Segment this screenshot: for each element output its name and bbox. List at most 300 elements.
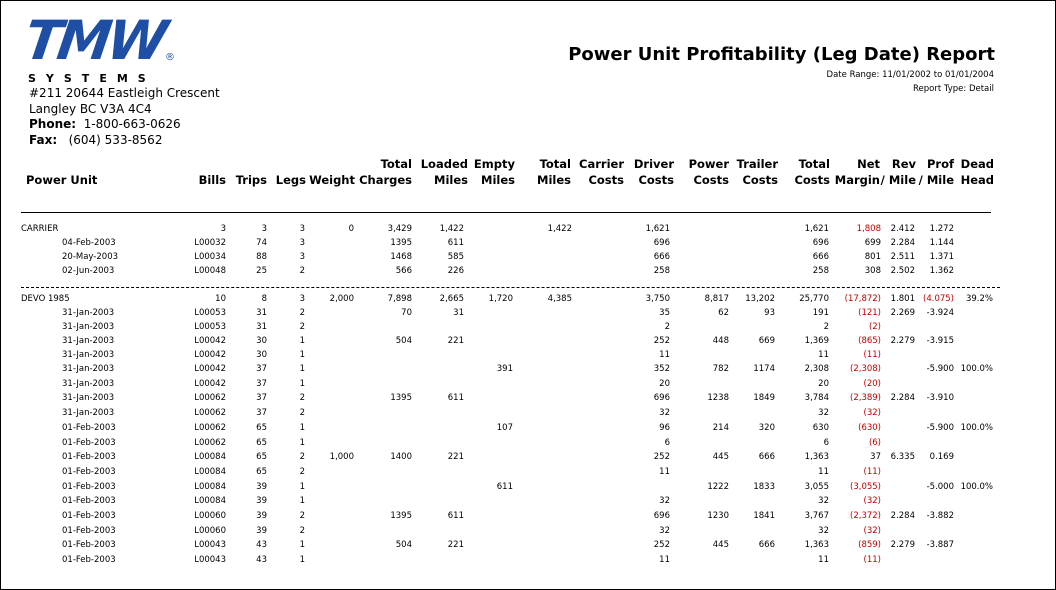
cell-prof: (4.075) (923, 294, 954, 304)
cell-legs: 1 (299, 364, 305, 374)
cell-rev: 2.502 (890, 266, 915, 276)
cell-tcosts: 3,767 (804, 511, 829, 521)
column-header-rev-mile (881, 156, 916, 188)
column-header-line: Power Unit (26, 173, 98, 187)
column-header-line: Total (380, 157, 412, 171)
cell-legs: 3 (299, 238, 305, 248)
table-row (0, 421, 1056, 435)
cell-margin: 308 (864, 266, 881, 276)
cell-prof: -5.900 (926, 364, 954, 374)
table-row (0, 320, 1056, 334)
cell-margin: (2,308) (850, 364, 881, 374)
cell-driver: 252 (653, 540, 670, 550)
cell-unit: DEVO 1985 (21, 294, 70, 304)
cell-trips: 30 (256, 350, 267, 360)
cell-bills: L00043 (194, 555, 226, 565)
column-header-trailer-costs (737, 156, 778, 188)
cell-tcosts: 25,770 (799, 294, 829, 304)
cell-margin: (17,872) (844, 294, 881, 304)
column-header-line: Head (960, 173, 994, 187)
column-header-line: Rev (891, 157, 916, 171)
column-header-line (276, 156, 306, 172)
cell-margin: (121) (858, 308, 881, 318)
column-header-net-margin (835, 156, 880, 188)
cell-trips: 31 (256, 322, 267, 332)
cell-margin: (11) (863, 555, 881, 565)
cell-prof: -5.000 (926, 482, 954, 492)
column-header-legs (276, 156, 306, 188)
table-row (0, 334, 1056, 348)
cell-unit: 31-Jan-2003 (62, 379, 115, 389)
cell-charges: 3,429 (387, 224, 412, 234)
cell-tcosts: 191 (812, 308, 829, 318)
cell-loaded: 1,422 (439, 224, 464, 234)
cell-driver: 3,750 (645, 294, 670, 304)
column-header-line: Bills (198, 173, 226, 187)
date-range: Date Range: 11/01/2002 to 01/01/2004 (826, 70, 994, 80)
cell-charges: 504 (395, 540, 412, 550)
cell-tcosts: 2 (823, 322, 829, 332)
cell-rev: 6.335 (890, 452, 915, 462)
cell-bills: L00042 (194, 336, 226, 346)
cell-legs: 2 (299, 452, 305, 462)
cell-unit: 31-Jan-2003 (62, 393, 115, 403)
cell-trips: 88 (256, 252, 267, 262)
cell-bills: L00042 (194, 364, 226, 374)
cell-driver: 2 (664, 322, 670, 332)
table-row (0, 236, 1056, 250)
cell-margin: 801 (864, 252, 881, 262)
cell-margin: 1,808 (856, 224, 881, 234)
column-header-line: Costs (588, 173, 624, 187)
column-header-total-miles (537, 156, 571, 188)
cell-legs: 2 (299, 393, 305, 403)
cell-legs: 2 (299, 526, 305, 536)
cell-tcosts: 666 (812, 252, 829, 262)
phone-line (29, 117, 220, 133)
cell-dead: 100.0% (960, 423, 993, 433)
cell-charges: 1400 (390, 452, 412, 462)
column-header-line: Power (688, 157, 729, 171)
cell-prof: -3.887 (926, 540, 954, 550)
cell-trailer: 13,202 (745, 294, 775, 304)
cell-tcosts: 3,784 (804, 393, 829, 403)
cell-trips: 31 (256, 308, 267, 318)
cell-unit: 01-Feb-2003 (62, 423, 116, 433)
table-row (0, 450, 1056, 464)
cell-trips: 65 (256, 438, 267, 448)
cell-driver: 11 (659, 467, 670, 477)
cell-tcosts: 1,369 (804, 336, 829, 346)
cell-trips: 37 (256, 408, 267, 418)
cell-driver: 32 (659, 526, 670, 536)
phone-label: Phone: (29, 117, 77, 131)
cell-charges: 7,898 (387, 294, 412, 304)
table-row (0, 494, 1056, 508)
company-address (29, 86, 220, 148)
cell-loaded: 611 (447, 238, 464, 248)
cell-driver: 20 (659, 379, 670, 389)
cell-driver: 252 (653, 452, 670, 462)
cell-driver: 11 (659, 350, 670, 360)
cell-charges: 1468 (390, 252, 412, 262)
cell-legs: 1 (299, 379, 305, 389)
cell-trips: 65 (256, 467, 267, 477)
cell-bills: L00084 (194, 452, 226, 462)
cell-driver: 6 (664, 438, 670, 448)
cell-margin: (6) (868, 438, 881, 448)
report-type: Report Type: Detail (912, 84, 994, 94)
column-header-line (199, 156, 226, 172)
cell-unit: 31-Jan-2003 (62, 336, 115, 346)
table-row (0, 553, 1056, 567)
table-row (0, 509, 1056, 523)
column-header-line (26, 156, 97, 172)
table-row (0, 362, 1056, 376)
cell-prof: -3.915 (926, 336, 954, 346)
cell-legs: 1 (299, 540, 305, 550)
cell-margin: (32) (863, 496, 881, 506)
cell-legs: 2 (299, 511, 305, 521)
table-row (0, 391, 1056, 405)
cell-weight: 1,000 (329, 452, 354, 462)
column-header-line: Charges (359, 173, 412, 187)
cell-weight: 2,000 (329, 294, 354, 304)
cell-dead: 39.2% (965, 294, 993, 304)
cell-unit: 01-Feb-2003 (62, 555, 116, 565)
cell-rev: 2.284 (890, 511, 915, 521)
column-header-line: Legs (275, 173, 306, 187)
cell-legs: 1 (299, 482, 305, 492)
table-row (0, 264, 1056, 278)
cell-trailer: 1833 (753, 482, 775, 492)
cell-driver: 11 (659, 555, 670, 565)
column-header-line: Empty (473, 157, 515, 171)
cell-unit: 01-Feb-2003 (62, 496, 116, 506)
cell-trips: 39 (256, 496, 267, 506)
table-row (0, 306, 1056, 320)
cell-weight: 0 (348, 224, 354, 234)
cell-margin: 37 (870, 452, 881, 462)
cell-legs: 1 (299, 423, 305, 433)
logo-subtext: SYSTEMS (28, 72, 156, 85)
cell-loaded: 31 (453, 308, 464, 318)
cell-driver: 32 (659, 408, 670, 418)
column-header-line: Loaded (420, 157, 468, 171)
cell-tcosts: 20 (818, 379, 829, 389)
cell-bills: L00053 (194, 322, 226, 332)
cell-margin: 699 (864, 238, 881, 248)
phone-value: 1-800-663-0626 (83, 117, 181, 131)
fax-label: Fax: (29, 132, 58, 147)
cell-margin: (865) (858, 336, 881, 346)
cell-margin: (2,372) (850, 511, 881, 521)
cell-tcosts: 32 (818, 496, 829, 506)
column-header-line: Carrier (579, 157, 624, 171)
cell-legs: 1 (299, 438, 305, 448)
table-row (0, 348, 1056, 362)
cell-legs: 2 (299, 266, 305, 276)
cell-tcosts: 3,055 (804, 482, 829, 492)
cell-bills: L00060 (194, 511, 226, 521)
address-line-1: #211 20644 Eastleigh Crescent (29, 86, 220, 100)
cell-trailer: 1174 (753, 364, 775, 374)
cell-driver: 32 (659, 496, 670, 506)
column-header-line: Margin (834, 173, 880, 187)
column-header-line: Trips (235, 173, 267, 187)
cell-unit: 01-Feb-2003 (62, 540, 116, 550)
cell-prof: -3.924 (926, 308, 954, 318)
cell-empty: 611 (496, 482, 513, 492)
cell-bills: L00084 (194, 482, 226, 492)
cell-bills: L00034 (194, 252, 226, 262)
cell-power: 1230 (707, 511, 729, 521)
cell-driver: 352 (653, 364, 670, 374)
cell-trips: 8 (261, 294, 267, 304)
logo-wordmark: TMW (20, 9, 168, 72)
cell-legs: 2 (299, 467, 305, 477)
cell-tcosts: 32 (818, 408, 829, 418)
cell-tcosts: 696 (812, 238, 829, 248)
column-header-line (236, 156, 267, 172)
cell-power: 782 (712, 364, 729, 374)
cell-bills: L00048 (194, 266, 226, 276)
cell-legs: 3 (299, 224, 305, 234)
table-row (0, 406, 1056, 420)
summary-row (0, 222, 1056, 236)
cell-tcosts: 2,308 (804, 364, 829, 374)
cell-trips: 39 (256, 482, 267, 492)
cell-trips: 65 (256, 423, 267, 433)
cell-bills: L00053 (194, 308, 226, 318)
cell-bills: L00042 (194, 350, 226, 360)
cell-legs: 3 (299, 252, 305, 262)
cell-bills: L00043 (194, 540, 226, 550)
cell-trips: 39 (256, 511, 267, 521)
cell-tmiles: 4,385 (547, 294, 572, 304)
cell-trailer: 666 (758, 452, 775, 462)
cell-unit: 01-Feb-2003 (62, 438, 116, 448)
cell-unit: 20-May-2003 (62, 252, 119, 262)
cell-tcosts: 630 (812, 423, 829, 433)
column-header-line: Miles (481, 173, 515, 187)
cell-prof: -3.910 (926, 393, 954, 403)
column-header-line: Costs (794, 173, 830, 187)
column-header-driver-costs (634, 156, 674, 188)
column-header-line: Costs (693, 173, 729, 187)
column-header-dead-head (961, 156, 994, 188)
column-header-bills (199, 156, 226, 188)
cell-rev: 1.801 (890, 294, 915, 304)
cell-loaded: 221 (447, 452, 464, 462)
fax-value: (604) 533-8562 (68, 132, 163, 147)
cell-legs: 2 (299, 408, 305, 418)
cell-bills: L00060 (194, 526, 226, 536)
column-header-line: Driver (633, 157, 674, 171)
cell-legs: 1 (299, 555, 305, 565)
cell-legs: 1 (299, 496, 305, 506)
column-header-total-charges (359, 156, 412, 188)
cell-tcosts: 11 (818, 350, 829, 360)
column-header-trips (236, 156, 267, 188)
cell-legs: 1 (299, 350, 305, 360)
column-header-line: / Mile (880, 173, 916, 187)
cell-trips: 37 (256, 379, 267, 389)
cell-power: 1222 (707, 482, 729, 492)
table-row (0, 524, 1056, 538)
cell-dead: 100.0% (960, 364, 993, 374)
cell-unit: 01-Feb-2003 (62, 511, 116, 521)
cell-margin: (11) (863, 467, 881, 477)
column-header-line: Costs (638, 173, 674, 187)
cell-bills: 3 (220, 224, 226, 234)
cell-driver: 258 (653, 266, 670, 276)
column-header-prof-mile (919, 156, 954, 188)
cell-rev: 2.412 (890, 224, 915, 234)
column-header-line: Prof (926, 157, 954, 171)
cell-bills: L00084 (194, 467, 226, 477)
cell-trips: 25 (256, 266, 267, 276)
cell-loaded: 585 (447, 252, 464, 262)
cell-tcosts: 11 (818, 555, 829, 565)
cell-tcosts: 1,363 (804, 452, 829, 462)
cell-margin: (859) (858, 540, 881, 550)
cell-driver: 1,621 (645, 224, 670, 234)
report-title: Power Unit Profitability (Leg Date) Report (568, 44, 995, 65)
cell-trailer: 1849 (753, 393, 775, 403)
cell-margin: (2) (868, 322, 881, 332)
cell-empty: 1,720 (488, 294, 513, 304)
cell-charges: 566 (395, 266, 412, 276)
cell-charges: 1395 (390, 393, 412, 403)
cell-legs: 2 (299, 308, 305, 318)
table-row (0, 480, 1056, 494)
company-logo (20, 9, 175, 86)
cell-trips: 37 (256, 393, 267, 403)
address-line-2: Langley BC V3A 4C4 (29, 101, 152, 116)
cell-tmiles: 1,422 (547, 224, 572, 234)
group-divider (21, 287, 1000, 288)
cell-empty: 107 (496, 423, 513, 433)
cell-tcosts: 11 (818, 467, 829, 477)
cell-charges: 504 (395, 336, 412, 346)
cell-trailer: 93 (764, 308, 775, 318)
cell-bills: 10 (215, 294, 226, 304)
cell-legs: 1 (299, 336, 305, 346)
column-header-line: Costs (742, 173, 778, 187)
cell-bills: L00032 (194, 238, 226, 248)
cell-unit: 01-Feb-2003 (62, 467, 116, 477)
cell-driver: 696 (653, 393, 670, 403)
cell-trips: 43 (256, 555, 267, 565)
cell-power: 62 (718, 308, 729, 318)
cell-empty: 391 (496, 364, 513, 374)
cell-power: 1238 (707, 393, 729, 403)
cell-charges: 70 (401, 308, 412, 318)
cell-dead: 100.0% (960, 482, 993, 492)
cell-loaded: 226 (447, 266, 464, 276)
cell-power: 214 (712, 423, 729, 433)
cell-margin: (32) (863, 526, 881, 536)
cell-unit: 01-Feb-2003 (62, 526, 116, 536)
cell-loaded: 221 (447, 336, 464, 346)
cell-prof: 1.371 (929, 252, 954, 262)
cell-trips: 74 (256, 238, 267, 248)
cell-trailer: 320 (758, 423, 775, 433)
cell-tcosts: 6 (823, 438, 829, 448)
table-row (0, 250, 1056, 264)
cell-unit: 31-Jan-2003 (62, 364, 115, 374)
cell-unit: 31-Jan-2003 (62, 308, 115, 318)
cell-rev: 2.279 (890, 540, 915, 550)
cell-driver: 35 (659, 308, 670, 318)
cell-unit: 31-Jan-2003 (62, 350, 115, 360)
column-header-line (309, 156, 355, 172)
cell-rev: 2.279 (890, 336, 915, 346)
cell-unit: 01-Feb-2003 (62, 482, 116, 492)
column-header-carrier-costs (579, 156, 624, 188)
cell-power: 8,817 (704, 294, 729, 304)
cell-rev: 2.511 (890, 252, 915, 262)
cell-tcosts: 258 (812, 266, 829, 276)
column-header-power-costs (689, 156, 729, 188)
header-divider (21, 212, 991, 213)
column-header-line: / Mile (918, 173, 954, 187)
cell-loaded: 2,665 (439, 294, 464, 304)
cell-bills: L00062 (194, 393, 226, 403)
cell-charges: 1395 (390, 511, 412, 521)
cell-tcosts: 1,621 (804, 224, 829, 234)
cell-unit: CARRIER (21, 224, 59, 234)
cell-driver: 696 (653, 511, 670, 521)
cell-prof: 1.362 (929, 266, 954, 276)
registered-mark: ® (165, 52, 175, 63)
cell-margin: (630) (858, 423, 881, 433)
cell-loaded: 221 (447, 540, 464, 550)
table-row (0, 377, 1056, 391)
cell-driver: 696 (653, 238, 670, 248)
cell-tcosts: 32 (818, 526, 829, 536)
cell-prof: 1.144 (929, 238, 954, 248)
cell-trailer: 666 (758, 540, 775, 550)
cell-bills: L00062 (194, 423, 226, 433)
cell-trips: 43 (256, 540, 267, 550)
cell-margin: (2,389) (850, 393, 881, 403)
cell-rev: 2.284 (890, 393, 915, 403)
column-header-line: Weight (309, 173, 355, 187)
cell-legs: 3 (299, 294, 305, 304)
column-header-weight (309, 156, 355, 188)
column-header-line: Total (798, 157, 830, 171)
cell-charges: 1395 (390, 238, 412, 248)
cell-bills: L00062 (194, 438, 226, 448)
cell-bills: L00042 (194, 379, 226, 389)
column-header-line: Total (539, 157, 571, 171)
column-header-line: Trailer (736, 157, 778, 171)
summary-row (0, 292, 1056, 306)
table-row (0, 538, 1056, 552)
cell-driver: 666 (653, 252, 670, 262)
cell-trips: 30 (256, 336, 267, 346)
column-header-empty-miles (474, 156, 515, 188)
cell-prof: -5.900 (926, 423, 954, 433)
cell-margin: (11) (863, 350, 881, 360)
cell-unit: 04-Feb-2003 (62, 238, 116, 248)
cell-margin: (32) (863, 408, 881, 418)
table-row (0, 465, 1056, 479)
cell-legs: 2 (299, 322, 305, 332)
cell-loaded: 611 (447, 511, 464, 521)
